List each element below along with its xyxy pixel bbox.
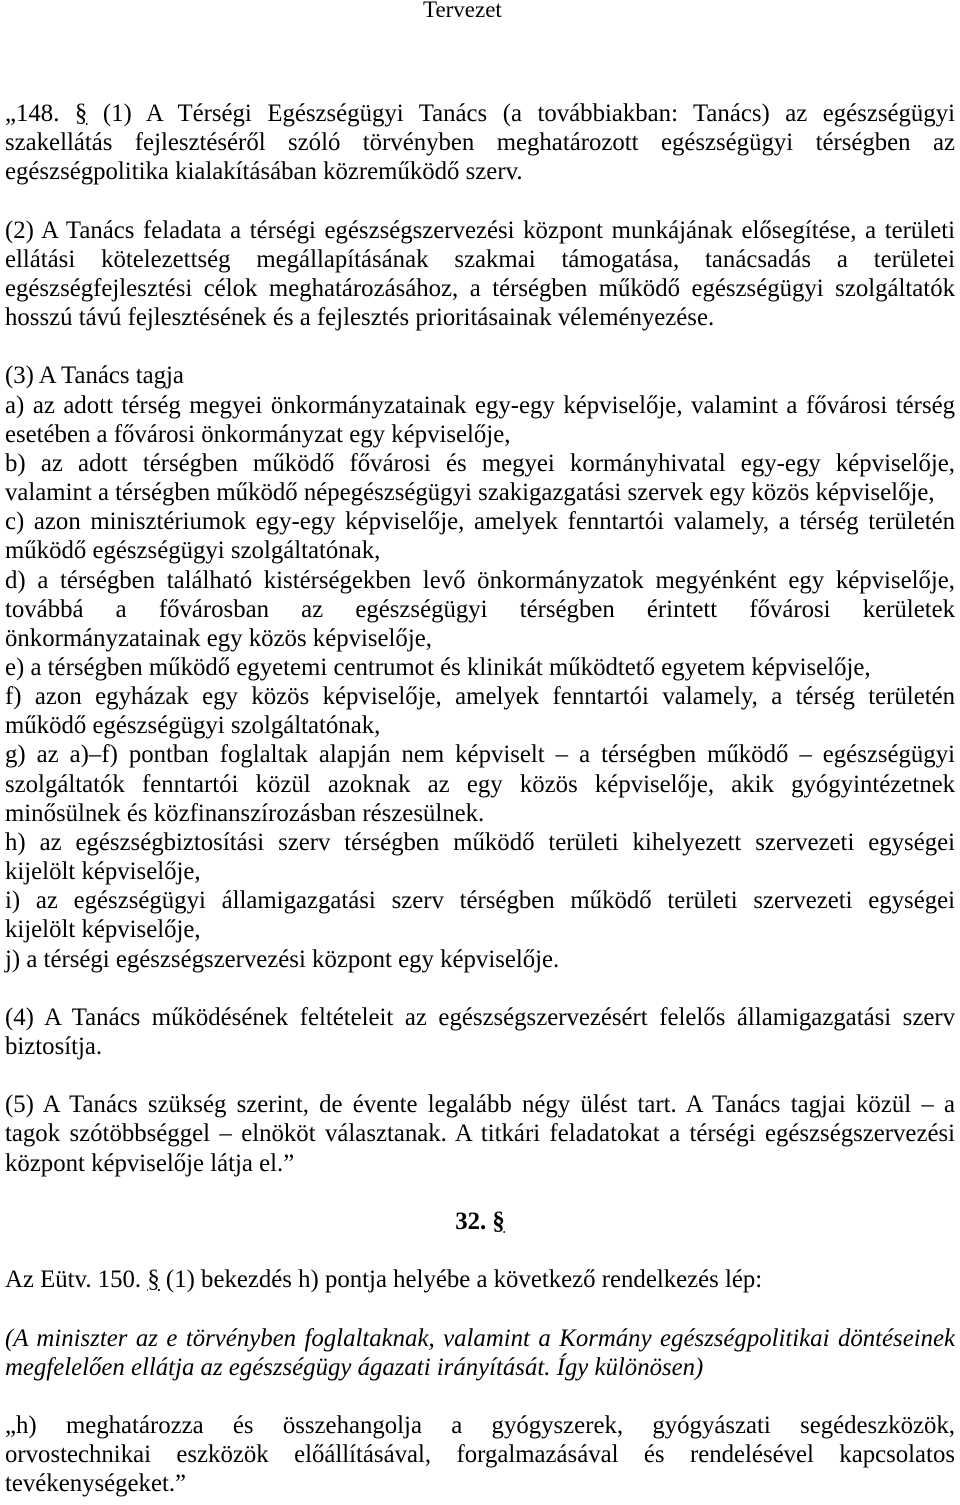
text-line: kijelölt képviselője, — [5, 916, 201, 944]
list-item-d — [5, 566, 955, 653]
text-line: d) a térségben található kistérségekben levő önkormányzatok megyénként egy képviselője, — [5, 566, 955, 594]
list-item-g — [5, 740, 955, 827]
text-line: minősülnek és közfinanszírozásban részesülnek. — [5, 799, 485, 827]
text-line: szolgáltatók fenntartói közül azoknak az egy közös képviselője, akik gyógyintézetnek — [5, 770, 955, 798]
text-segment: Az Eütv. 150. — [5, 1266, 148, 1294]
list-item-b — [5, 449, 955, 507]
paragraph-148-3 — [5, 361, 955, 973]
list-item-e — [5, 653, 955, 682]
section-heading-32 — [5, 1207, 955, 1236]
text-line: egészségpolitika kialakításában közreműködő szerv. — [5, 158, 523, 186]
text-line: önkormányzatainak egy közös képviselője, — [5, 624, 432, 652]
section-number: 32. — [455, 1207, 493, 1235]
text-line: j) a térségi egészségszervezési központ egy képviselője. — [5, 945, 560, 973]
text-line: (4) A Tanács működésének feltételeit az egészségszervezésért felelős államigazgatási szerv — [5, 1003, 955, 1031]
section-sign: § — [74, 100, 88, 127]
list-item-c — [5, 507, 955, 565]
text-line: c) azon minisztériumok egy-egy képviselője, amelyek fenntartói valamely, a térség területén — [5, 508, 955, 536]
text-line: orvostechnikai eszközök előállításával, forgalmazásával és rendelésével kapcsolatos — [5, 1441, 955, 1469]
text-line: b) az adott térségben működő fővárosi és megyei kormányhivatal egy-egy képviselője, — [5, 449, 955, 477]
text-line: ellátási kötelezettség megállapításának szakmai támogatása, tanácsadás a területei — [5, 245, 955, 273]
paragraph-148-2 — [5, 216, 955, 333]
text-line: hosszú távú fejlesztésének és a fejlesztés prioritásainak véleményezése. — [5, 304, 715, 332]
text-segment: (1) A Térségi Egészségügyi Tanács (a továbbiakban: Tanács) az egészségügyi — [87, 100, 955, 127]
page-header-title: Tervezet — [423, 0, 502, 22]
text-line: (5) A Tanács szükség szerint, de évente legalább négy ülést tart. A Tanács tagjai közül – a — [5, 1091, 955, 1119]
list-item-f — [5, 682, 955, 740]
text-segment: (1) bekezdés h) pontja helyébe a következő rendelkezés lép: — [159, 1266, 763, 1294]
text-line: e) a térségben működő egyetemi centrumot és klinikát működtető egyetem képviselője, — [5, 653, 871, 681]
text-line — [5, 99, 955, 128]
text-line: egészségfejlesztési célok meghatározásához, a térségben működő egészségügyi szolgáltatók — [5, 274, 955, 302]
text-line: „h) meghatározza és összehangolja a gyógyszerek, gyógyászati segédeszközök, — [5, 1412, 955, 1440]
paragraph-heading: (3) A Tanács tagja — [5, 362, 184, 390]
amendment-intro — [5, 1265, 955, 1294]
text-line: működő egészségügyi szolgáltatónak, — [5, 537, 381, 565]
paragraph-148-5 — [5, 1090, 955, 1177]
text-line: a) az adott térség megyei önkormányzatainak egy-egy képviselője, valamint a fővárosi térség — [5, 391, 955, 419]
text-line: tevékenységeket.” — [5, 1470, 187, 1498]
text-line: valamint a térségben működő népegészségügyi szakigazgatási szervek egy közös képviselője, — [5, 479, 935, 507]
text-line: g) az a)–f) pontban foglaltak alapján nem képviselt – a térségben működő – egészségügyi — [5, 741, 955, 769]
section-sign: § — [492, 1207, 505, 1235]
text-line: tagok szótöbbséggel – elnököt választanak. A titkári feladatokat a térségi egészségszervezési — [5, 1120, 955, 1148]
text-line: kijelölt képviselője, — [5, 858, 201, 886]
text-line: központ képviselője látja el.” — [5, 1149, 295, 1177]
list-item-i — [5, 886, 955, 944]
paragraph-148-4 — [5, 1003, 955, 1061]
text-line: szakellátás fejlesztéséről szóló törvényben meghatározott egészségügyi térségben az — [5, 129, 955, 157]
list-item-h — [5, 828, 955, 886]
paragraph-148-1 — [5, 99, 955, 186]
text-line: megfelelően ellátja az egészségügy ágazati irányítását. Így különösen) — [5, 1353, 704, 1381]
text-line: továbbá a fővárosban az egészségügyi térségben érintett fővárosi kerületek — [5, 595, 955, 623]
section-sign: § — [147, 1266, 160, 1294]
text-segment: „148. — [5, 100, 75, 127]
text-line: f) azon egyházak egy közös képviselője, amelyek fenntartói valamely, a térség területén — [5, 683, 955, 711]
list-item-j — [5, 945, 955, 974]
list-item-a — [5, 391, 955, 449]
text-line: (A miniszter az e törvényben foglaltaknak, valamint a Kormány egészségpolitikai döntéseinek — [5, 1324, 955, 1352]
text-line: i) az egészségügyi államigazgatási szerv térségben működő területi szervezeti egységei — [5, 887, 955, 915]
text-line: esetében a fővárosi önkormányzat egy képviselője, — [5, 420, 511, 448]
text-line: működő egészségügyi szolgáltatónak, — [5, 712, 381, 740]
text-line: h) az egészségbiztosítási szerv térségben működő területi kihelyezett szervezeti egységei — [5, 828, 955, 856]
context-paragraph — [5, 1324, 955, 1382]
text-line: biztosítja. — [5, 1033, 103, 1060]
text-line: (2) A Tanács feladata a térségi egészségszervezési központ munkájának elősegítése, a területi — [5, 216, 955, 244]
document-body — [5, 99, 955, 1499]
new-provision-paragraph — [5, 1411, 955, 1498]
